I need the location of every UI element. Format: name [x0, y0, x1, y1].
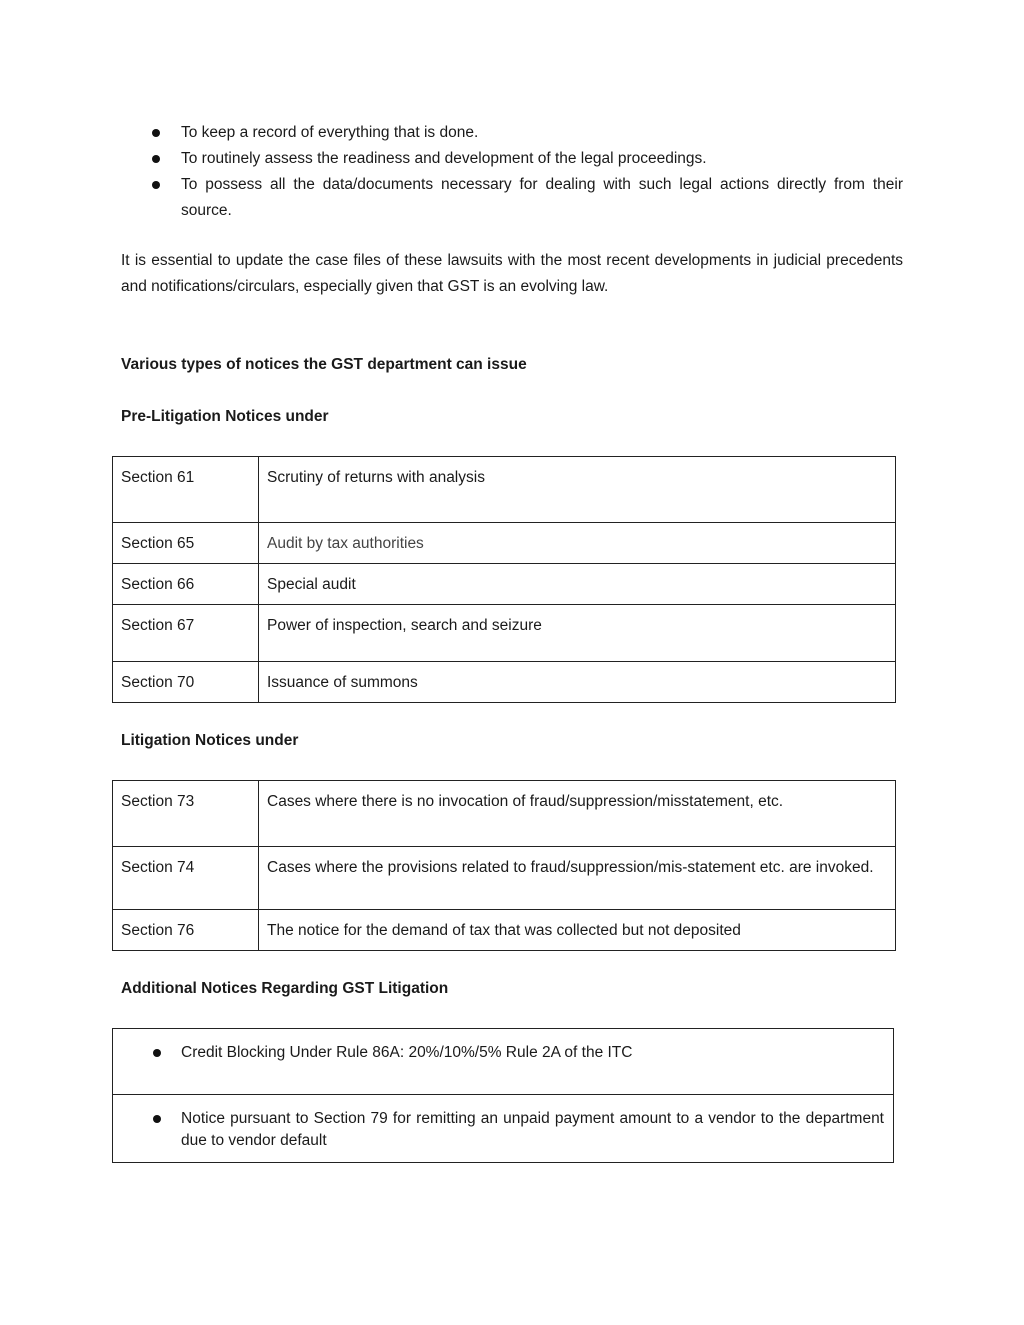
bullet-icon [153, 1049, 161, 1057]
description-cell: Power of inspection, search and seizure [259, 605, 896, 662]
table-row [113, 847, 896, 910]
description-cell: The notice for the demand of tax that was collected but not deposited [259, 910, 896, 951]
list-item [121, 120, 903, 146]
heading-additional: Additional Notices Regarding GST Litigation [121, 980, 449, 997]
section-cell: Section 74 [113, 847, 259, 910]
table-row [113, 1029, 894, 1095]
pre-litigation-table [112, 456, 896, 703]
notice-cell [113, 1095, 894, 1163]
intro-bullet-list [121, 120, 903, 224]
table-row [113, 662, 896, 703]
bullet-text: To possess all the data/documents necessary for dealing with such legal actions directly from their source. [181, 176, 903, 219]
table-row [113, 457, 896, 523]
description-cell: Special audit [259, 564, 896, 605]
table-row [113, 564, 896, 605]
description-cell: Scrutiny of returns with analysis [259, 457, 896, 523]
section-cell: Section 65 [113, 523, 259, 564]
table-row [113, 523, 896, 564]
list-item [121, 146, 903, 172]
heading-pre-litigation: Pre-Litigation Notices under [121, 408, 329, 425]
table-row [113, 605, 896, 662]
description-cell: Cases where there is no invocation of fraud/suppression/misstatement, etc. [259, 781, 896, 847]
table-row [113, 910, 896, 951]
section-cell: Section 61 [113, 457, 259, 523]
bullet-text: To keep a record of everything that is done. [181, 124, 479, 141]
description-cell: Issuance of summons [259, 662, 896, 703]
heading-various-types: Various types of notices the GST department can issue [121, 356, 527, 373]
description-cell: Audit by tax authorities [259, 523, 896, 564]
notice-cell [113, 1029, 894, 1095]
bullet-icon [153, 1115, 161, 1123]
heading-litigation: Litigation Notices under [121, 732, 299, 749]
table-row [113, 781, 896, 847]
notice-text: Notice pursuant to Section 79 for remitting an unpaid payment amount to a vendor to the department due to vendor default [181, 1110, 884, 1149]
litigation-table [112, 780, 896, 951]
bullet-text: To routinely assess the readiness and development of the legal proceedings. [181, 150, 707, 167]
bullet-icon [152, 155, 160, 163]
section-cell: Section 76 [113, 910, 259, 951]
section-cell: Section 66 [113, 564, 259, 605]
body-paragraph: It is essential to update the case files of these lawsuits with the most recent developments in judicial precedents and notifications/circulars, especially given that GST is an evolving law. [121, 252, 903, 295]
description-cell: Cases where the provisions related to fraud/suppression/mis-statement etc. are invoked. [259, 847, 896, 910]
additional-notices-table [112, 1028, 894, 1163]
section-cell: Section 73 [113, 781, 259, 847]
bullet-icon [152, 129, 160, 137]
section-cell: Section 67 [113, 605, 259, 662]
table-row [113, 1095, 894, 1163]
bullet-icon [152, 181, 160, 189]
section-cell: Section 70 [113, 662, 259, 703]
list-item [121, 172, 903, 224]
notice-text: Credit Blocking Under Rule 86A: 20%/10%/5% Rule 2A of the ITC [181, 1044, 633, 1061]
